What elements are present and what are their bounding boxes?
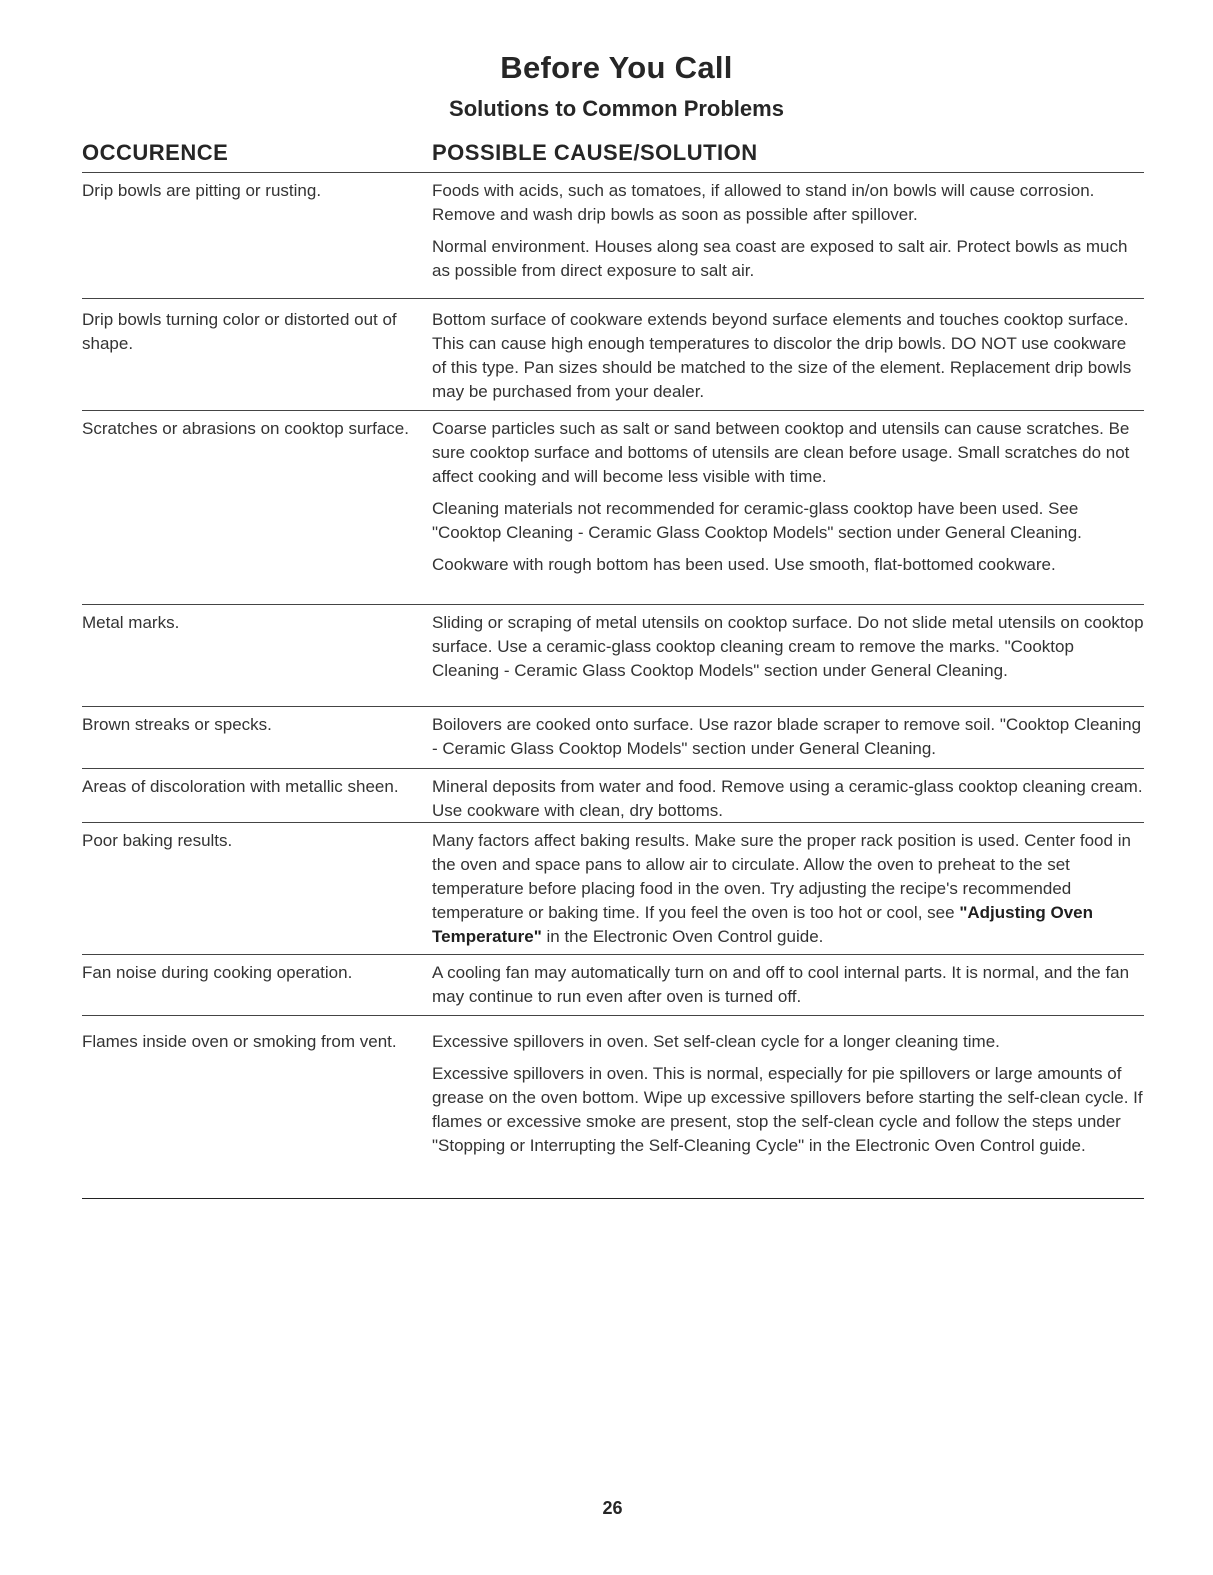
cause-paragraph: Mineral deposits from water and food. Remove using a ceramic-glass cooktop cleaning cream. Use cookware with clean, dry bottoms.	[432, 777, 1143, 820]
table-row	[82, 299, 1144, 411]
cause-paragraph: Sliding or scraping of metal utensils on cooktop surface. Do not slide metal utensils on cooktop surface. Use a ceramic-glass cooktop cleaning cream to remove the marks. "Cooktop Cleaning - Ceramic Glass Cooktop Models" section under General Cleaning.	[432, 613, 1144, 680]
cause-paragraph	[432, 829, 1144, 949]
cause-cell	[432, 713, 1144, 768]
table-row	[82, 823, 1144, 955]
cause-cell	[432, 1030, 1144, 1198]
table-row	[82, 605, 1144, 707]
occurrence-cell: Drip bowls turning color or distorted out of shape.	[82, 310, 397, 353]
occurrence-cell: Metal marks.	[82, 613, 180, 632]
cause-paragraph: Bottom surface of cookware extends beyond surface elements and touches cooktop surface. This can cause high enough temperatures to discolor the drip bowls. DO NOT use cookware of this type. Pan sizes should be matched to the size of the element. Replacement drip bowls may be purchased from your dealer.	[432, 310, 1132, 401]
occurrence-cell: Brown streaks or specks.	[82, 715, 272, 734]
occurrence-cell: Fan noise during cooking operation.	[82, 963, 353, 982]
cause-paragraph: Foods with acids, such as tomatoes, if allowed to stand in/on bowls will cause corrosion. Remove and wash drip bowls as soon as possible after spillover.	[432, 181, 1095, 224]
table-row	[82, 411, 1144, 605]
cause-cell	[432, 829, 1144, 954]
page-subtitle: Solutions to Common Problems	[449, 96, 784, 121]
occurrence-cell: Flames inside oven or smoking from vent.	[82, 1032, 397, 1051]
cause-text: Many factors affect baking results. Make sure the proper rack position is used. Center food in the oven and space pans to allow air to circulate. Allow the oven to preheat to the set temperature before placing food in the oven. Try adjusting the recipe's recommended temperature or baking time. If you feel the oven is too hot or cool, see	[432, 831, 1131, 922]
cause-paragraph: Excessive spillovers in oven. This is normal, especially for pie spillovers or large amounts of grease on the oven bottom. Wipe up excessive spillovers before starting the self-clean cycle. If flames or excessive smoke are present, stop the self-clean cycle and follow the steps under "Stopping or Interrupting the Self-Cleaning Cycle" in the Electronic Oven Control guide.	[432, 1064, 1143, 1155]
table-row	[82, 707, 1144, 769]
occurrence-cell: Scratches or abrasions on cooktop surface.	[82, 419, 409, 438]
cause-paragraph: Excessive spillovers in oven. Set self-clean cycle for a longer cleaning time.	[432, 1032, 1000, 1051]
table-row	[82, 955, 1144, 1016]
cause-paragraph: Coarse particles such as salt or sand between cooktop and utensils can cause scratches. Be sure cooktop surface and bottoms of utensils are clean before usage. Small scratches do not affect cooking and will become less visible with time.	[432, 419, 1130, 486]
cause-cell	[432, 308, 1144, 410]
cause-cell	[432, 417, 1144, 604]
troubleshooting-table	[82, 173, 1144, 1199]
occurrence-cell: Drip bowls are pitting or rusting.	[82, 181, 322, 200]
occurrence-cell: Areas of discoloration with metallic sheen.	[82, 777, 399, 796]
cause-paragraph: Normal environment. Houses along sea coast are exposed to salt air. Protect bowls as much as possible from direct exposure to salt air.	[432, 237, 1128, 280]
table-row	[82, 769, 1144, 823]
cause-paragraph: Boilovers are cooked onto surface. Use razor blade scraper to remove soil. "Cooktop Cleaning - Ceramic Glass Cooktop Models" section under General Cleaning.	[432, 715, 1142, 758]
page-number: 26	[602, 1498, 623, 1518]
cause-paragraph: Cookware with rough bottom has been used. Use smooth, flat-bottomed cookware.	[432, 555, 1056, 574]
cause-text-tail: in the Electronic Oven Control guide.	[541, 927, 824, 946]
cause-paragraph: A cooling fan may automatically turn on and off to cool internal parts. It is normal, and the fan may continue to run even after oven is turned off.	[432, 963, 1130, 1006]
page-title: Before You Call	[500, 50, 733, 85]
table-row	[82, 1016, 1144, 1199]
cause-column-header: POSSIBLE CAUSE/SOLUTION	[432, 140, 758, 165]
occurrence-column-header: OCCURENCE	[82, 140, 229, 165]
cause-cell	[432, 961, 1144, 1015]
cause-cell	[432, 775, 1144, 822]
adjusting-oven-temperature-reference: "Adjusting Oven Temperature"	[432, 903, 1093, 946]
occurrence-cell: Poor baking results.	[82, 831, 233, 850]
cause-cell	[432, 179, 1144, 298]
cause-paragraph: Cleaning materials not recommended for ceramic-glass cooktop have been used. See "Cooktop Cleaning - Ceramic Glass Cooktop Models" section under General Cleaning.	[432, 499, 1082, 542]
cause-cell	[432, 611, 1144, 706]
table-row	[82, 173, 1144, 299]
